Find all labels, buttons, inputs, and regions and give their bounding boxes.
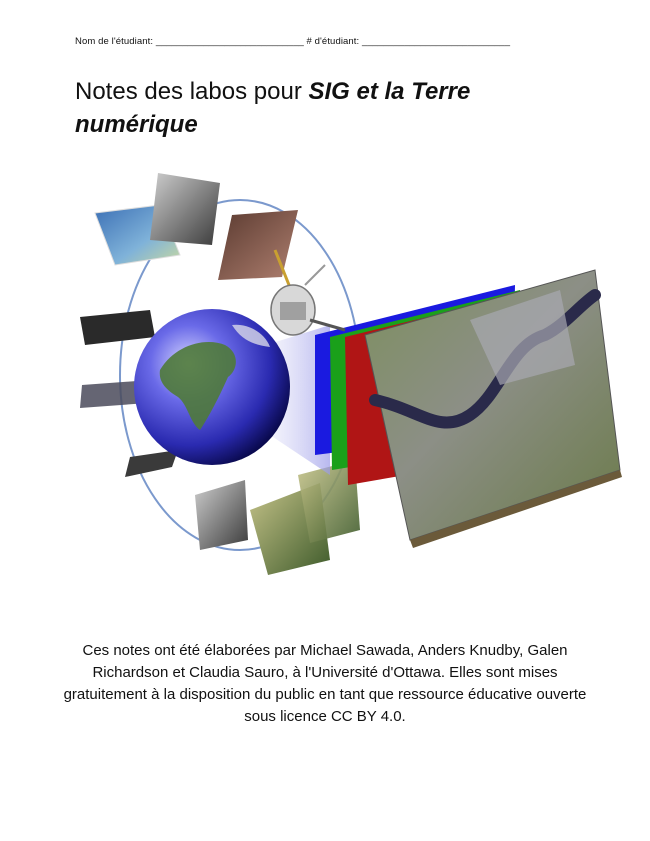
student-info-header [75, 36, 510, 47]
student-number-label: # d'étudiant: [306, 36, 360, 47]
title-plain: Notes des labos pour [75, 78, 309, 105]
tile-lower-gray-image [195, 480, 248, 550]
tile-aerial-gray-image [150, 173, 220, 245]
gis-earth-satellite-collage-image [0, 165, 650, 595]
student-name-blank[interactable]: ____________________________ [155, 36, 304, 47]
title-emphasis: SIG et la Terre numérique [75, 78, 471, 138]
tile-terrain-brown-image [218, 210, 298, 280]
credits-paragraph: Ces notes ont été élaborées par Michael Sawada, Anders Knudby, Galen Richardson et Claudia Sauro, à l'Université d'Ottawa. Elles sont mises gratuitement à la disposition du public en tant que ressource éducative ouverte sous licence CC BY 4.0. [63, 642, 587, 725]
document-title [75, 75, 575, 141]
tile-dark-map-image [80, 310, 155, 345]
student-name-label: Nom de l'étudiant: [75, 36, 154, 47]
student-number-blank[interactable]: ____________________________ [362, 36, 510, 47]
